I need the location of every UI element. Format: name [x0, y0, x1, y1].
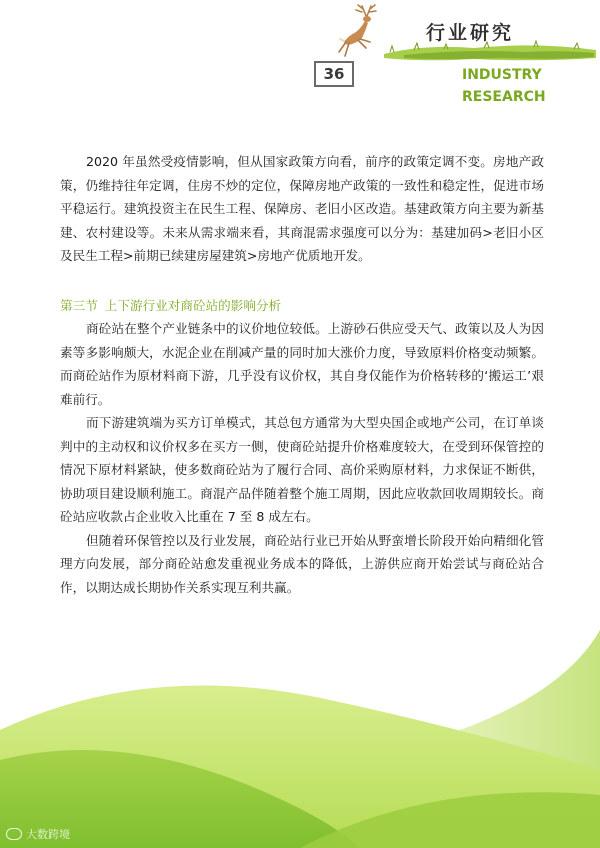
- page-number: 36: [323, 65, 345, 83]
- article-body: [60, 150, 544, 599]
- watermark-text: 大数跨境: [26, 828, 70, 841]
- green-hills-decoration: [0, 620, 600, 848]
- watermark: [6, 826, 70, 842]
- body-paragraph: 但随着环保管控以及行业发展，商砼站行业已开始从野蛮增长阶段开始向精细化管理方向发展，部分商砼站愈发重视业务成本的降低，上游供应商开始尝试与商砼站合作，以期达成长期协作关系实现互利共赢。: [60, 532, 544, 595]
- header-title: 行业研究: [426, 22, 515, 44]
- page-header: [300, 0, 600, 115]
- body-paragraph: 商砼站在整个产业链条中的议价地位较低。上游砂石供应受天气、政策以及人为因素等多影响颇大，水泥企业在削减产量的同时加大涨价力度，导致原料价格变动频繁。而商砼站作为原材料商下游，几乎没有议价权，其自身仅能作为价格转移的‘搬运工’艰难前行。: [60, 321, 544, 407]
- header-english-line-2: RESEARCH: [462, 89, 546, 105]
- deer-icon: [336, 2, 382, 62]
- section-heading: [60, 294, 544, 318]
- section-number: 第三节: [60, 297, 98, 313]
- header-english-title: [462, 64, 546, 108]
- header-english-line-1: INDUSTRY: [462, 67, 542, 83]
- brand-logo-icon: [6, 828, 22, 840]
- body-paragraph: 而下游建筑端为买方订单模式，其总包方通常为大型央国企或地产公司，在订单谈判中的主动权和议价权多在买方一侧，使商砼站提升价格难度较大，在受到环保管控的情况下原材料紧缺，使多数商砼站为了履行合同、高价采购原材料，力求保证不断供，协助项目建设顺利施工。商混产品伴随着整个施工周期，因此应收款回收周期较长。商砼站应收款占企业收入比重在 7 至 8 成左右。: [60, 415, 544, 524]
- intro-paragraph: 2020 年虽然受疫情影响，但从国家政策方向看，前序的政策定调不变。房地产政策，仍维持往年定调，住房不炒的定位，保障房地产政策的一致性和稳定性，促进市场平稳运行。建筑投资主在民生工程、保障房、老旧小区改造。基建政策方向主要为新基建、农村建设等。未来从需求端来看，其商混需求强度可以分为：基建加码>老旧小区及民生工程>前期已续建房屋建筑>房地产优质地开发。: [60, 154, 544, 263]
- section-title: 上下游行业对商砼站的影响分析: [104, 297, 282, 313]
- page-number-box: [314, 61, 354, 87]
